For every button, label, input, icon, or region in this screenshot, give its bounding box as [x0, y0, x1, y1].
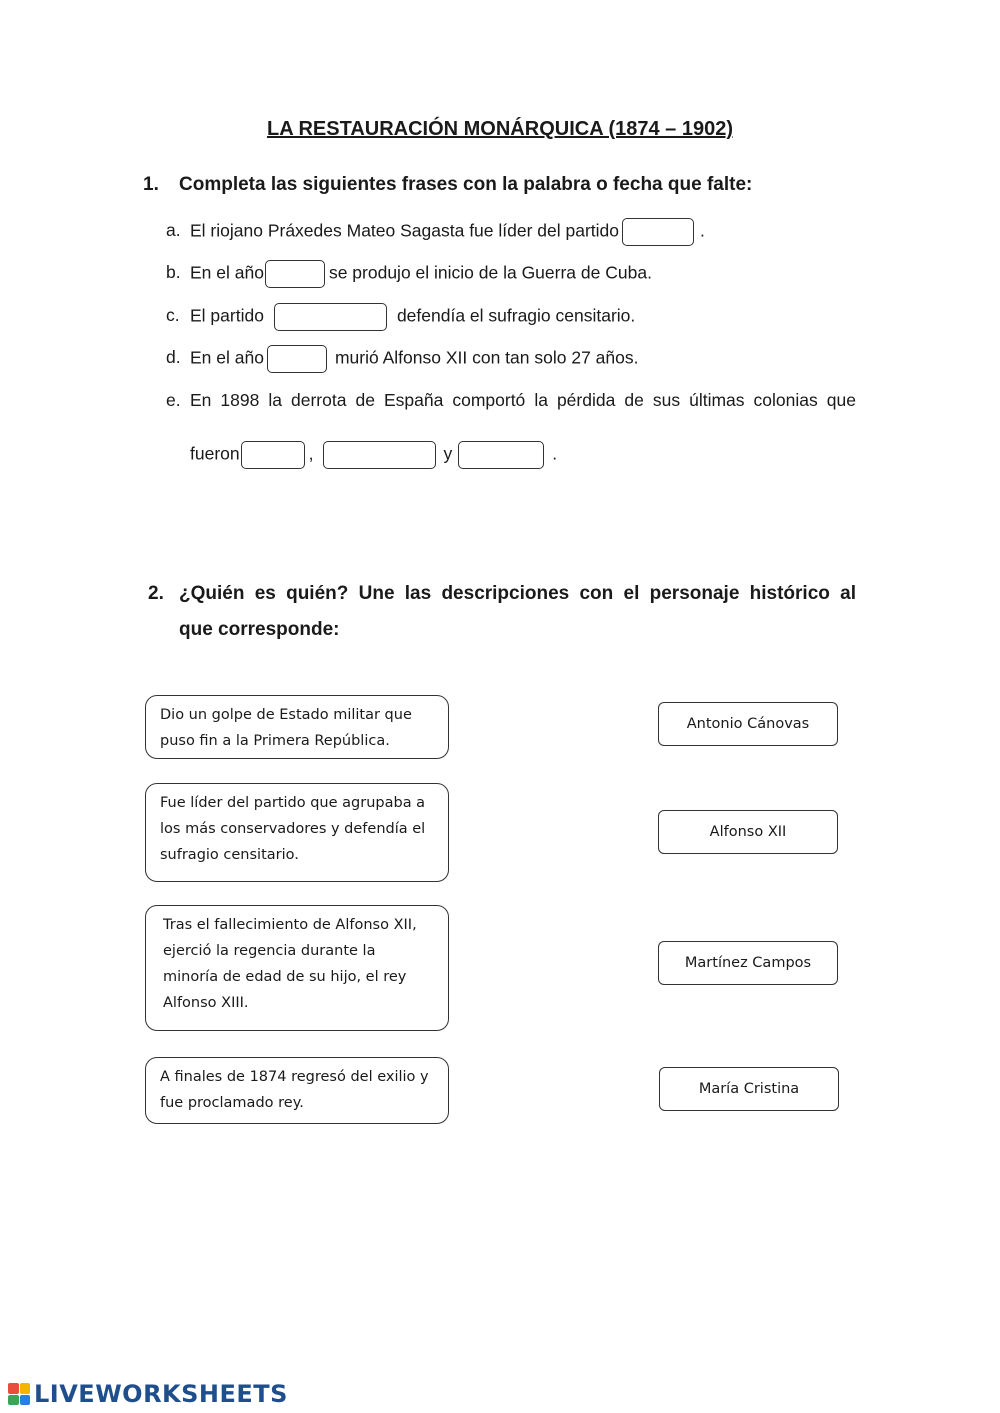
description-card-coup[interactable]: Dio un golpe de Estado militar que puso fin a la Primera República.: [145, 695, 449, 759]
item-b-sentence: [190, 260, 652, 288]
item-d-sentence: [190, 345, 638, 373]
question-1-number: 1.: [143, 174, 159, 195]
description-card-conservative-leader[interactable]: Fue líder del partido que agrupaba a los más conservadores y defendía el sufragio censitario.: [145, 783, 449, 882]
name-card-alfonso-xii[interactable]: Alfonso XII: [658, 810, 838, 854]
item-e-word: pérdida: [556, 390, 616, 410]
item-b-letter: b.: [166, 262, 181, 282]
item-c-letter: c.: [166, 305, 180, 325]
item-b-after: se produjo el inicio de la Guerra de Cuba.: [328, 262, 652, 283]
item-e-and: y: [443, 443, 453, 464]
name-card-antonio-canovas[interactable]: Antonio Cánovas: [658, 702, 838, 746]
question-2-heading-line2: que corresponde:: [179, 619, 340, 640]
blank-d-year[interactable]: [267, 345, 327, 373]
blank-a-party[interactable]: [622, 218, 694, 246]
item-c-after: defendía el sufragio censitario.: [396, 305, 636, 326]
item-e-comma: ,: [308, 443, 314, 464]
item-a-before: El riojano Práxedes Mateo Sagasta fue líder del partido: [190, 220, 620, 241]
blank-e-colony-1[interactable]: [241, 441, 305, 469]
blank-c-party[interactable]: [274, 303, 387, 331]
item-b-before: En el año: [190, 262, 264, 283]
item-e-word: últimas: [689, 390, 745, 410]
liveworksheets-logo-icon: [8, 1383, 30, 1405]
description-card-regency[interactable]: Tras el fallecimiento de Alfonso XII, ejerció la regencia durante la minoría de edad de su hijo, el rey Alfonso XIII.: [145, 905, 449, 1031]
item-a-sentence: [190, 218, 705, 246]
liveworksheets-logo-text: LIVEWORKSHEETS: [34, 1380, 288, 1408]
item-d-before: En el año: [190, 347, 264, 368]
item-e-word: España: [383, 390, 444, 410]
item-e-line2-start: fueron: [190, 443, 240, 464]
item-e-word: que: [826, 390, 856, 410]
item-e-word: colonias: [753, 390, 818, 410]
liveworksheets-logo: [8, 1380, 288, 1408]
item-c-before: El partido: [190, 305, 264, 326]
question-1-heading: Completa las siguientes frases con la palabra o fecha que falte:: [179, 174, 753, 195]
item-e-end: .: [552, 443, 558, 464]
item-d-after: murió Alfonso XII con tan solo 27 años.: [334, 347, 639, 368]
blank-e-colony-3[interactable]: [458, 441, 544, 469]
item-e-letter: e.: [166, 390, 181, 410]
item-e-line2: [190, 441, 557, 469]
question-2-heading-line1: ¿Quién es quién? Une las descripciones con el personaje histórico al: [179, 583, 856, 604]
item-d-letter: d.: [166, 347, 181, 367]
item-e-word: sus: [652, 390, 681, 410]
item-e-word: comportó: [452, 390, 526, 410]
name-card-maria-cristina[interactable]: María Cristina: [659, 1067, 839, 1111]
item-e-line1: [190, 388, 856, 412]
name-card-martinez-campos[interactable]: Martínez Campos: [658, 941, 838, 985]
question-2-number: 2.: [148, 583, 164, 604]
item-c-sentence: [190, 303, 635, 331]
item-e-word: de: [355, 390, 375, 410]
item-e-word: 1898: [220, 390, 260, 410]
page-title: LA RESTAURACIÓN MONÁRQUICA (1874 – 1902): [266, 118, 733, 140]
description-card-return-from-exile[interactable]: A finales de 1874 regresó del exilio y fue proclamado rey.: [145, 1057, 449, 1124]
blank-b-year[interactable]: [265, 260, 325, 288]
item-a-letter: a.: [166, 220, 181, 240]
item-e-word: la: [534, 390, 548, 410]
item-e-word: derrota: [291, 390, 347, 410]
item-a-after: .: [700, 220, 705, 241]
item-e-word: En: [190, 390, 212, 410]
item-e-word: la: [268, 390, 282, 410]
blank-e-colony-2[interactable]: [323, 441, 436, 469]
item-e-word: de: [624, 390, 644, 410]
